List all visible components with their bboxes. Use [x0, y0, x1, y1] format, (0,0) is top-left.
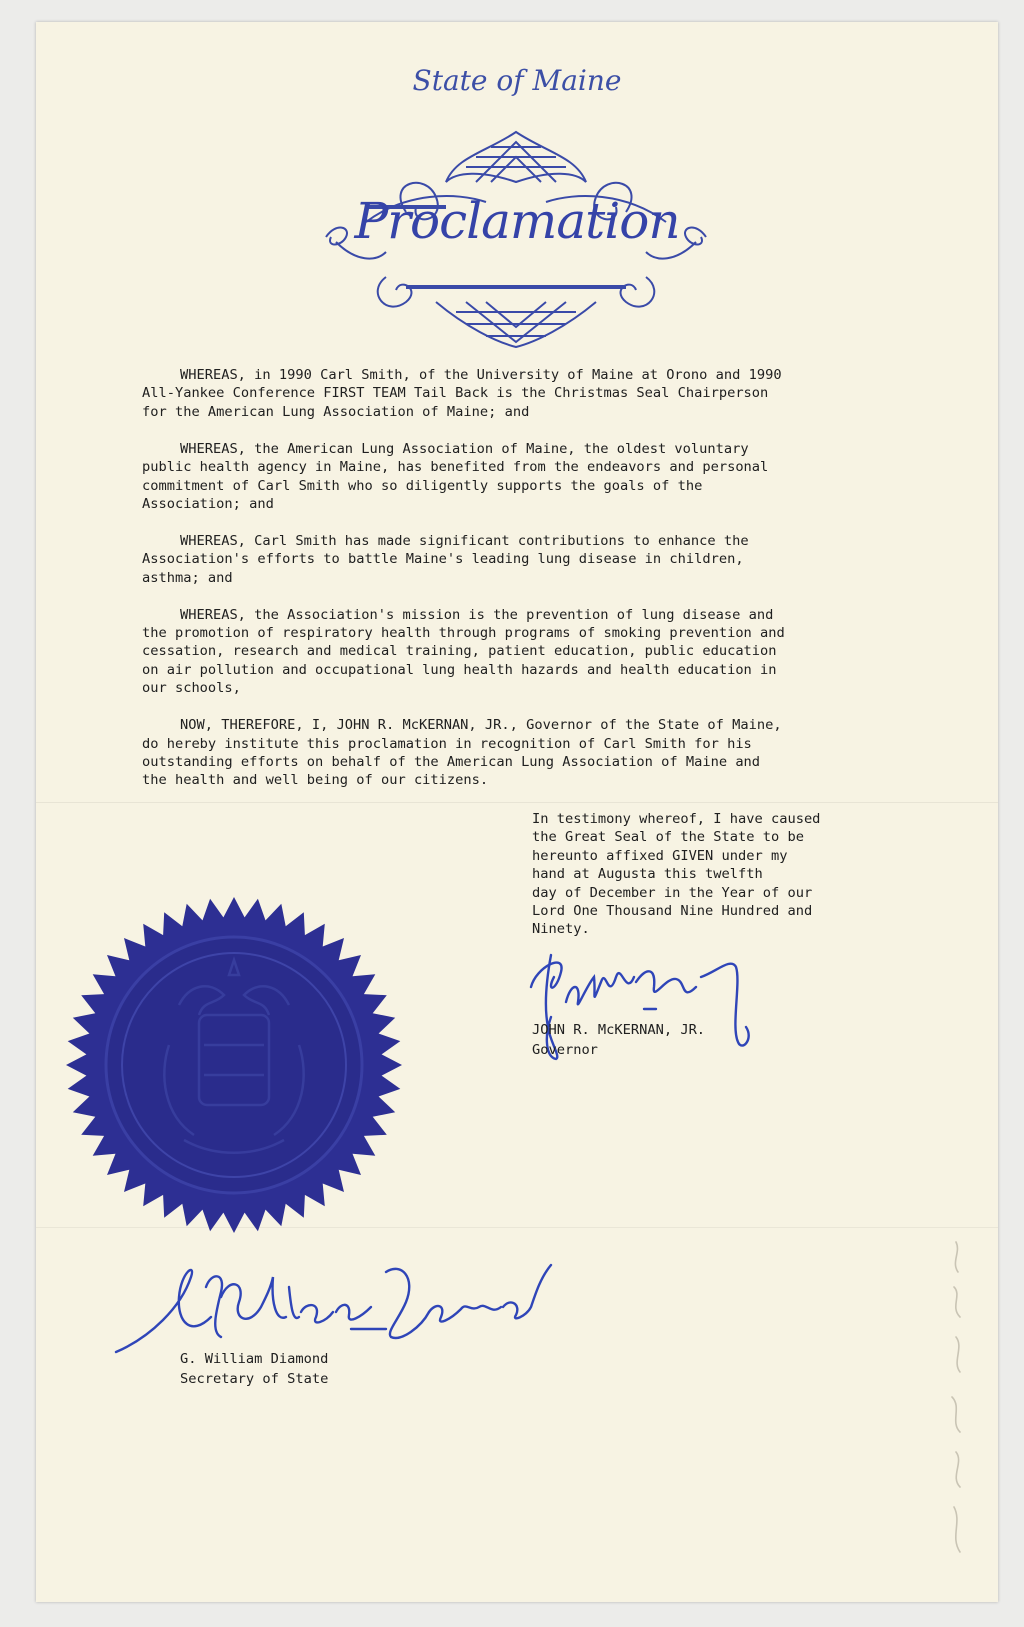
whereas-paragraph-2: WHEREAS, the American Lung Association of Maine, the oldest voluntary public health agency in Maine, has benefited from the endeavors and personal commitment of Carl Smith who so diligently supports the goals of the Association; and — [142, 440, 769, 512]
whereas-paragraph-1: WHEREAS, in 1990 Carl Smith, of the University of Maine at Orono and 1990 All-Yankee Conference FIRST TEAM Tail Back is the Christmas Seal Chairperson for the American Lung Association of Maine; and — [142, 367, 782, 420]
secretary-name: G. William Diamond — [180, 1351, 329, 1367]
pencil-margin-note — [936, 1237, 976, 1577]
governor-block — [532, 1020, 705, 1060]
secretary-title: Secretary of State — [180, 1371, 329, 1387]
governor-name: JOHN R. McKERNAN, JR. — [532, 1022, 706, 1038]
proclamation-body — [142, 366, 922, 808]
proclamation-heading: Proclamation — [354, 192, 680, 250]
secretary-signature — [111, 1257, 571, 1362]
testimony-clause: In testimony whereof, I have caused the Great Seal of the State to be hereunto affixed GIVEN under my hand at Augusta this twelfth day of December in the Year of our Lord One Thousand Nine Hundred and Ninety. — [532, 811, 821, 938]
governor-title: Governor — [532, 1042, 598, 1058]
secretary-block — [180, 1349, 328, 1389]
state-seal — [64, 895, 404, 1235]
whereas-paragraph-3: WHEREAS, Carl Smith has made significant contributions to enhance the Association's efforts to battle Maine's leading lung disease in children, asthma; and — [142, 532, 749, 586]
therefore-paragraph: NOW, THEREFORE, I, JOHN R. McKERNAN, JR., Governor of the State of Maine, do hereby institute this proclamation in recognition of Carl Smith for his outstanding efforts on behalf of the American Lung Association of Maine and the health and well being of our citizens. — [142, 717, 782, 789]
proclamation-document — [36, 22, 998, 1602]
state-title: State of Maine — [412, 64, 622, 97]
whereas-paragraph-4: WHEREAS, the Association's mission is the prevention of lung disease and the promotion of respiratory health through programs of smoking prevention and cessation, research and medical training, patient education, public education on air pollution and occupational lung health hazards and health education in our schools, — [142, 606, 785, 697]
